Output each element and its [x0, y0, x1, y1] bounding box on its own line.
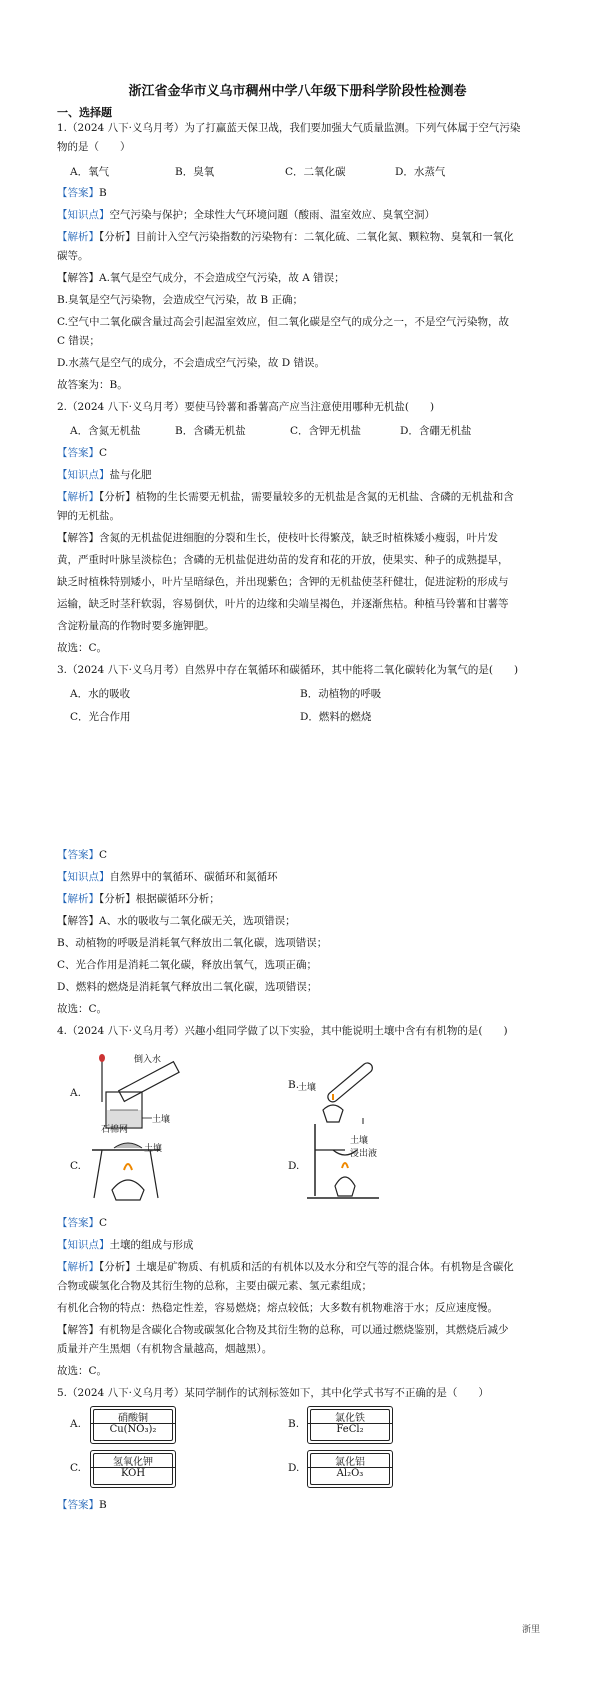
q5-option-a: A.	[70, 1418, 81, 1430]
q4-solution-line2: 质量并产生黑烟（有机物含量越高，烟越黑）。	[57, 1343, 273, 1355]
q2-solution-line2: 黄，严重时叶脉呈淡棕色；含磷的无机盐促进幼苗的发育和花的开放，使果实、种子的成熟提早，	[57, 554, 509, 566]
q2-analysis-line1: 【解析】【分析】植物的生长需要无机盐，需要量较多的无机盐是含氮的无机盐、含磷的无机盐和含	[57, 491, 514, 503]
q2-solution-line1: 【解答】含氮的无机盐促进细胞的分裂和生长，使枝叶长得繁茂，缺乏时植株矮小瘦弱，叶片发	[57, 532, 498, 544]
q3-analysis-line1: 【解析】【分析】根据碳循环分析；	[57, 893, 220, 905]
q2-option-d: D．含硼无机盐	[400, 425, 472, 437]
q1-knowledge: 【知识点】空气污染与保护；全球性大气环境问题（酸雨、温室效应、臭氧空洞）	[57, 209, 435, 221]
q1-solution-line2: B.臭氧是空气污染物，会造成空气污染，故 B 正确；	[57, 294, 303, 306]
q3-solution-line5: 故选：C。	[57, 1003, 108, 1015]
q1-option-d: D．水蒸气	[395, 166, 446, 178]
q5-option-c: C.	[70, 1462, 81, 1474]
q1-analysis-line2: 碳等。	[57, 250, 89, 262]
q4-figa-water-label: 倒入水	[134, 1055, 162, 1065]
q4-solution-line3: 故选：C。	[57, 1365, 108, 1377]
q5-label-b-formula: FeCl₂	[336, 1424, 364, 1435]
q5-label-a-formula: Cu(NO₃)₂	[109, 1424, 157, 1435]
q4-option-b: B.	[288, 1079, 300, 1091]
analysis-tag: 【解析】	[57, 231, 99, 243]
q4-figure-d	[305, 1120, 385, 1204]
q1-solution-line6: 故答案为：B。	[57, 379, 128, 391]
q5-label-b-name: 氯化铁	[308, 1409, 392, 1424]
knowledge-tag: 【知识点】	[57, 209, 110, 221]
q3-solution-line2: B、动植物的呼吸是消耗氧气释放出二氧化碳，选项错误；	[57, 937, 328, 949]
q4-option-c: C.	[70, 1160, 81, 1172]
q4-figc-mesh-label: 石棉网	[101, 1125, 129, 1135]
q2-stem: 2.（2024 八下·义乌月考）要使马铃薯和番薯高产应当注意使用哪种无机盐( )	[57, 401, 435, 413]
q2-solution-line5: 含淀粉量高的作物时要多施钾肥。	[57, 620, 215, 632]
page-title: 浙江省金华市义乌市稠州中学八年级下册科学阶段性检测卷	[128, 84, 467, 99]
q4-analysis-line3: 有机化合物的特点：热稳定性差，容易燃烧；熔点较低；大多数有机物难溶于水；反应速度慢。	[57, 1302, 498, 1314]
section-heading: 一、选择题	[57, 106, 112, 119]
q4-figure-b	[305, 1048, 395, 1128]
q5-label-a-name: 硝酸铜	[91, 1409, 175, 1424]
q4-figd-soil-label: 土壤	[350, 1136, 369, 1146]
q1-solution-line4: C 错误；	[57, 335, 100, 347]
q3-stem: 3.（2024 八下·义乌月考）自然界中存在氧循环和碳循环，其中能将二氧化碳转化为氧气的是( )	[57, 664, 519, 676]
q3-answer: 【答案】C	[57, 849, 108, 861]
q1-solution-line1: 【解答】A.氧气是空气成分，不会造成空气污染，故 A 错误；	[57, 272, 345, 284]
q2-option-c: C．含钾无机盐	[290, 425, 362, 437]
q3-option-b: B．动植物的呼吸	[300, 688, 382, 700]
q1-solution-line3: C.空气中二氧化碳含量过高会引起温室效应，但二氧化碳是空气的成分之一，不是空气污染物，故	[57, 316, 509, 328]
q3-solution-line4: D、燃料的燃烧是消耗氧气释放出二氧化碳，选项错误；	[57, 981, 318, 993]
q5-label-c	[90, 1450, 176, 1488]
q2-solution-line4: 运输，缺乏时茎秆软弱，容易倒伏，叶片的边缘和尖端呈褐色，并逐渐焦枯。种植马铃薯和甘薯等	[57, 598, 509, 610]
q5-label-d-name: 氯化铝	[308, 1453, 392, 1468]
q4-option-a: A.	[70, 1087, 81, 1099]
q1-stem-line2: 物的是（ ）	[57, 141, 131, 153]
q1-option-c: C．二氧化碳	[285, 166, 346, 178]
q4-figc-soil-label: 土壤	[144, 1144, 163, 1154]
q4-solution-line1: 【解答】有机物是含碳化合物或碳氢化合物及其衍生物的总称，可以通过燃烧鉴别，其燃烧后减少	[57, 1324, 509, 1336]
q4-analysis-line2: 合物或碳氢化合物及其衍生物的总称，主要由碳元素、氢元素组成；	[57, 1280, 372, 1292]
q2-solution-line6: 故选：C。	[57, 642, 108, 654]
q3-option-d: D．燃料的燃烧	[300, 711, 372, 723]
q1-solution-line5: D.水蒸气是空气的成分，不会造成空气污染，故 D 错误。	[57, 357, 325, 369]
q5-label-c-formula: KOH	[120, 1468, 146, 1479]
q4-answer: 【答案】C	[57, 1217, 108, 1229]
q4-knowledge: 【知识点】土壤的组成与形成	[57, 1239, 194, 1251]
q1-answer: 【答案】B	[57, 187, 107, 199]
q2-option-a: A．含氮无机盐	[70, 425, 141, 437]
q5-label-d-formula: Al₂O₃	[336, 1468, 364, 1479]
answer-tag: 【答案】	[57, 187, 99, 199]
page-footer: 浙里	[521, 1625, 540, 1635]
q3-option-a: A．水的吸收	[70, 688, 131, 700]
q3-solution-line3: C、光合作用是消耗二氧化碳，释放出氧气，选项正确；	[57, 959, 318, 971]
q4-figa-soil-label: 土壤	[152, 1115, 171, 1125]
q2-solution-line3: 缺乏时植株特别矮小，叶片呈暗绿色，并出现紫色；含钾的无机盐使茎秆健壮，促进淀粉的形成与	[57, 576, 509, 588]
q2-answer: 【答案】C	[57, 447, 108, 459]
q1-analysis-line1: 【解析】【分析】目前计入空气污染指数的污染物有：二氧化硫、二氧化氮、颗粒物、臭氧和一氧化	[57, 231, 514, 243]
q5-label-c-name: 氢氧化钾	[91, 1453, 175, 1468]
q2-analysis-line2: 钾的无机盐。	[57, 510, 120, 522]
q5-stem: 5.（2024 八下·义乌月考）某同学制作的试剂标签如下，其中化学式书写不正确的是（ ）	[57, 1387, 489, 1399]
q1-option-a: A．氧气	[70, 166, 110, 178]
q5-option-d: D.	[288, 1462, 300, 1474]
q4-figd-liquid-label: 浸出液	[350, 1149, 378, 1159]
q5-label-a	[90, 1406, 176, 1444]
q1-stem-line1: 1.（2024 八下·义乌月考）为了打赢蓝天保卫战，我们要加强大气质量监测。下列气体属于空气污染	[57, 122, 521, 134]
q5-option-b: B.	[288, 1418, 300, 1430]
q4-figb-soil-label: 土壤	[298, 1083, 317, 1093]
q3-solution-line1: 【解答】A、水的吸收与二氧化碳无关，选项错误；	[57, 915, 296, 927]
q4-stem: 4.（2024 八下·义乌月考）兴趣小组同学做了以下实验，其中能说明土壤中含有有机物的是( )	[57, 1025, 508, 1037]
q5-answer: 【答案】B	[57, 1499, 107, 1511]
q2-option-b: B．含磷无机盐	[175, 425, 246, 437]
q5-label-d	[307, 1450, 393, 1488]
q3-option-c: C．光合作用	[70, 711, 131, 723]
q4-analysis-line1: 【解析】【分析】土壤是矿物质、有机质和活的有机体以及水分和空气等的混合体。有机物是含碳化	[57, 1261, 514, 1273]
q3-knowledge: 【知识点】自然界中的氧循环、碳循环和氮循环	[57, 871, 278, 883]
q5-label-b	[307, 1406, 393, 1444]
q4-option-d: D.	[288, 1160, 300, 1172]
q1-option-b: B．臭氧	[175, 166, 215, 178]
q2-knowledge: 【知识点】盐与化肥	[57, 469, 152, 481]
